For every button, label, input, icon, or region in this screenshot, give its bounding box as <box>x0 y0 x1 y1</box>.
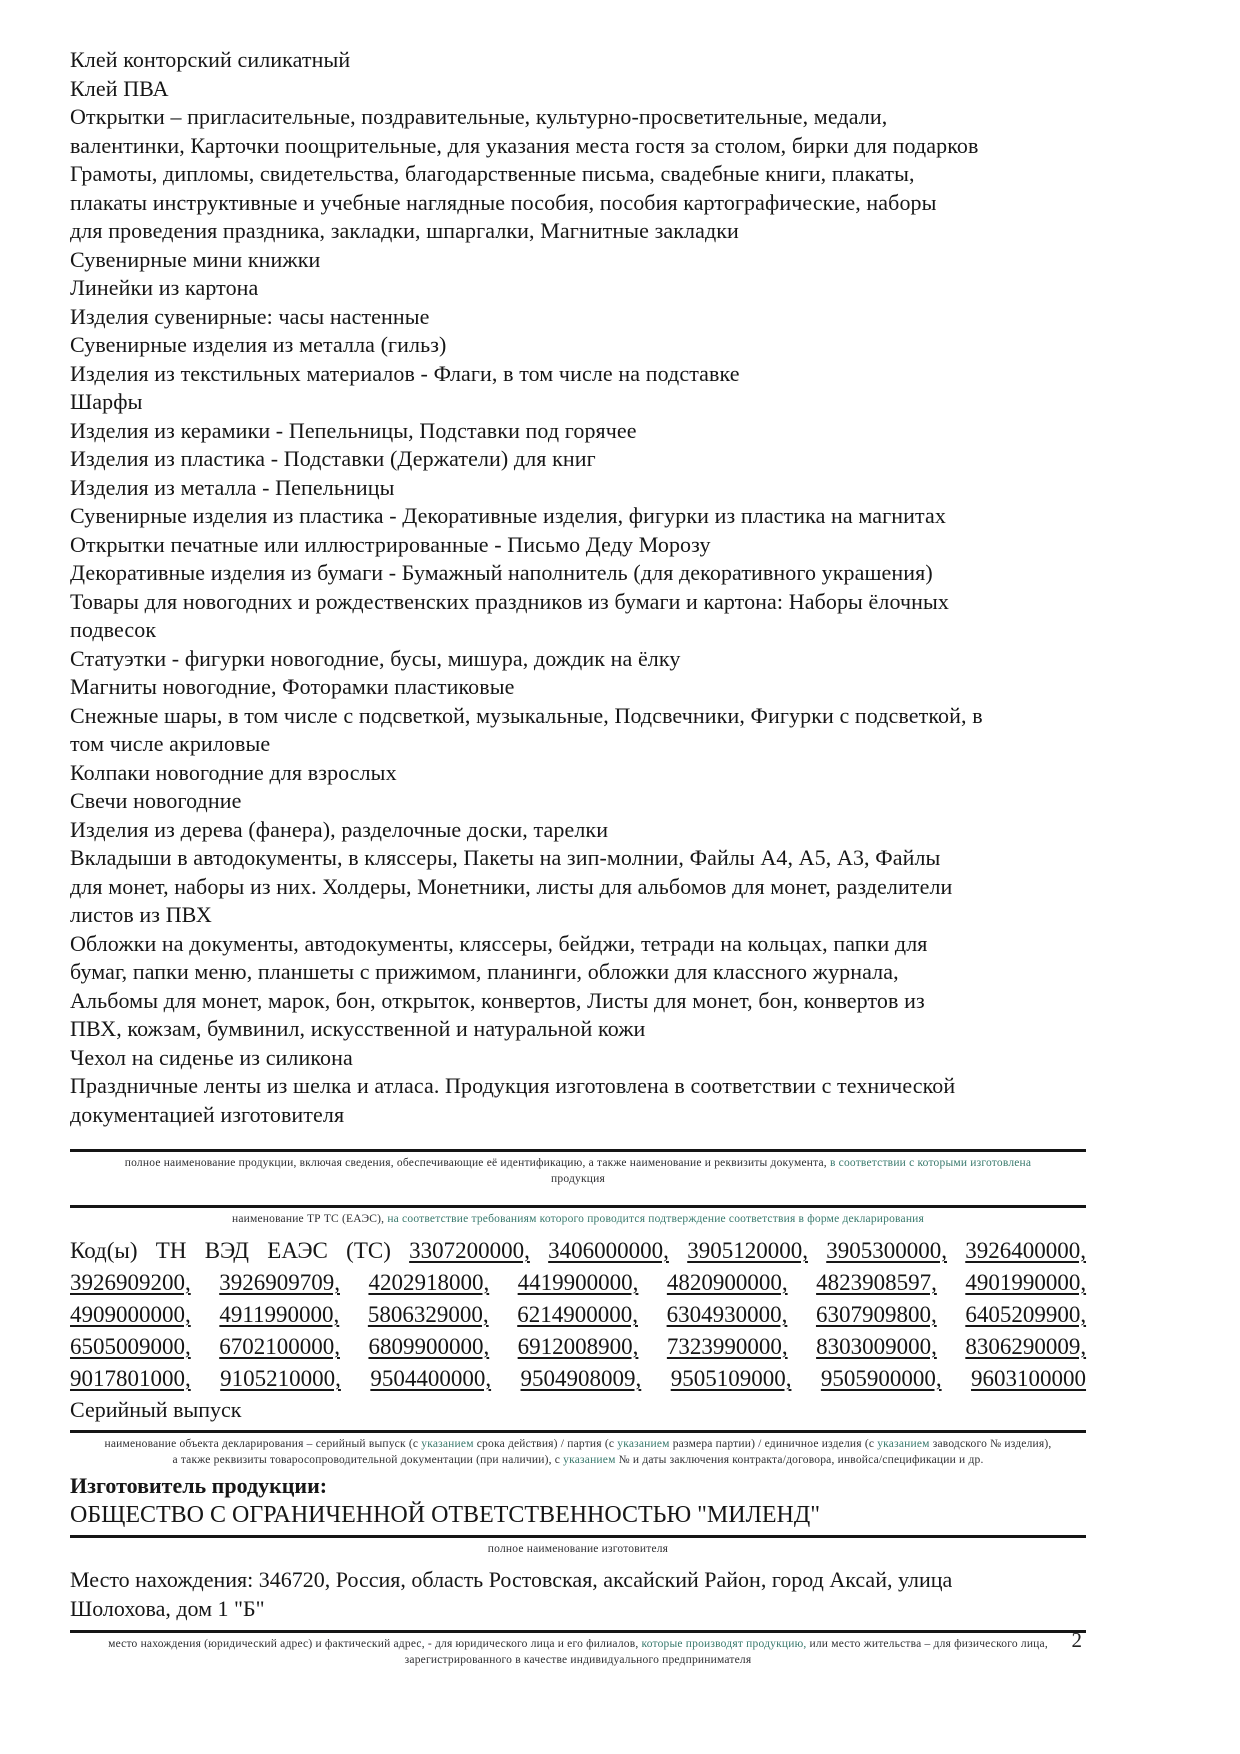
caption-manufacturer: полное наименование изготовителя <box>487 1543 669 1555</box>
text-line: плакаты инструктивные и учебные наглядные пособия, пособия картографические, наборы <box>70 189 937 215</box>
caption-text: № и даты заключения контракта/договора, инвойса/спецификации и др. <box>615 1454 984 1466</box>
text-line: Линейки из картона <box>70 275 259 300</box>
tnved-code: 6214900000, <box>517 1302 638 1327</box>
caption-text: место нахождения (юридический адрес) и фактический адрес, - для юридического лица и его филиалов, <box>108 1638 642 1650</box>
page-number: 2 <box>1071 1628 1082 1652</box>
tnved-code: 6307909800, <box>815 1302 937 1327</box>
caption-declaration-object <box>70 1436 1086 1468</box>
caption-accent-text: указанием <box>563 1454 616 1466</box>
tnved-code: 3905120000, <box>687 1238 808 1263</box>
caption-text: размера партии) / единичное изделия (с <box>669 1438 878 1450</box>
text-line: Клей ПВА <box>70 75 169 101</box>
text-line: Открытки печатные или иллюстрированные - Письмо Деду Морозу <box>70 531 711 557</box>
text-line: Товары для новогодних и рождественских праздников из бумаги и картона: Наборы ёлочных <box>70 588 950 614</box>
tnved-code-line <box>70 1299 1086 1331</box>
divider-declaration-object <box>70 1430 1086 1433</box>
tnved-code: 8303009000, <box>816 1334 937 1359</box>
text-line: Открытки – пригласительные, поздравительные, культурно-просветительные, медали, <box>70 104 888 129</box>
text-line: Сувенирные изделия из пластика - Декоративные изделия, фигурки из пластика на магнитах <box>70 503 946 528</box>
caption-line <box>70 1452 1086 1468</box>
tnved-code: 9017801000, <box>70 1366 191 1391</box>
text-line: Магниты новогодние, Фоторамки пластиковые <box>70 674 515 699</box>
tnved-code: 5806329000, <box>367 1302 489 1327</box>
text-line: том числе акриловые <box>70 731 271 756</box>
tnved-code: 6912008900, <box>517 1334 639 1359</box>
manufacturer-heading: Изготовитель продукции: <box>70 1473 328 1498</box>
caption-text: заводского № изделия), <box>929 1438 1052 1450</box>
text-line: Изделия из металла - Пепельницы <box>70 474 395 500</box>
tnved-code: 9504400000, <box>370 1366 492 1391</box>
text-line: Вкладыши в автодокументы, в кляссеры, Пакеты на зип-молнии, Файлы А4, А5, А3, Файлы <box>70 845 941 870</box>
text-line: Колпаки новогодние для взрослых <box>70 759 397 785</box>
text-line: валентинки, Карточки поощрительные, для указания места гостя за столом, бирки для подарков <box>70 132 979 158</box>
tnved-code: 3307200000, <box>409 1238 530 1263</box>
caption-text: полное наименование продукции, включая сведения, обеспечивающие её идентификацию, а также наименование и реквизиты документа, <box>124 1157 830 1169</box>
divider-address <box>70 1630 1086 1633</box>
tnved-code: 3926909709, <box>219 1270 340 1295</box>
caption-text: срока действия) / партия (с <box>473 1438 618 1450</box>
manufacturer-name: ОБЩЕСТВО С ОГРАНИЧЕННОЙ ОТВЕТСТВЕННОСТЬЮ "МИЛЕНД" <box>70 1502 821 1528</box>
tnved-code-line <box>70 1331 1086 1363</box>
tnved-code: 6405209900, <box>965 1302 1087 1327</box>
tnved-code: 6505009000, <box>70 1334 191 1359</box>
tnved-code: 9505900000, <box>820 1366 942 1391</box>
text-line: Декоративные изделия из бумаги - Бумажный наполнитель (для декоративного украшения) <box>70 560 933 585</box>
caption-text: или место жительства – для физического лица, <box>806 1638 1048 1650</box>
caption-product-name <box>70 1155 1086 1187</box>
text-line: для монет, наборы из них. Холдеры, Монетники, листы для альбомов для монет, разделители <box>70 873 953 899</box>
tnved-codes-label: Код(ы) ТН ВЭД ЕАЭС (ТС) <box>70 1238 410 1263</box>
tnved-code: 3926909200, <box>70 1270 191 1295</box>
caption-text: продукция <box>551 1173 605 1185</box>
text-line: Клей конторский силикатный <box>70 47 351 72</box>
text-line: Свечи новогодние <box>70 788 242 813</box>
text-line: Изделия из пластика - Подставки (Держатели) для книг <box>70 446 596 471</box>
tnved-code: 4901990000, <box>965 1270 1087 1295</box>
serial-release-text: Серийный выпуск <box>70 1397 242 1422</box>
text-line: Альбомы для монет, марок, бон, открыток, конвертов, Листы для монет, бон, конвертов из <box>70 987 925 1013</box>
tnved-code: 9105210000, <box>220 1366 341 1391</box>
text-line: листов из ПВХ <box>70 902 212 927</box>
tnved-code: 4911990000, <box>219 1302 340 1327</box>
tnved-code: 9505109000, <box>670 1366 792 1391</box>
text-line: Снежные шары, в том числе с подсветкой, музыкальные, Подсвечники, Фигурки с подсветкой, в <box>70 702 983 728</box>
text-line: ПВХ, кожзам, бумвинил, искусственной и натуральной кожи <box>70 1016 646 1041</box>
text-line: подвесок <box>70 617 157 642</box>
text-line: Сувенирные изделия из металла (гильз) <box>70 332 447 357</box>
tnved-code: 4909000000, <box>70 1302 191 1327</box>
caption-accent-text: указанием <box>877 1438 930 1450</box>
tnved-code: 3926400000, <box>965 1238 1087 1263</box>
text-line: Чехол на сиденье из силикона <box>70 1044 353 1070</box>
text-line: Изделия из текстильных материалов - Флаги, в том числе на подставке <box>70 360 740 386</box>
caption-line <box>70 1211 1086 1227</box>
caption-text: наименование объекта декларирования – серийный выпуск (с <box>104 1438 422 1450</box>
text-line: Праздничные ленты из шелка и атласа. Продукция изготовлена в соответствии с технической <box>70 1073 956 1098</box>
tnved-code: 6702100000, <box>219 1334 340 1359</box>
text-line: Изделия из керамики - Пепельницы, Подставки под горячее <box>70 417 637 443</box>
caption-line <box>70 1652 1086 1668</box>
caption-tr-ts <box>70 1211 1086 1227</box>
caption-accent-text: которые производят продукцию, <box>641 1638 807 1650</box>
tnved-code: 3406000000, <box>548 1238 669 1263</box>
tnved-code-line <box>70 1267 1086 1299</box>
caption-line <box>70 1155 1086 1171</box>
text-line: Изделия из дерева (фанера), разделочные доски, тарелки <box>70 816 609 842</box>
tnved-code: 8306290009, <box>965 1334 1087 1359</box>
product-description-block <box>70 46 1086 1129</box>
tnved-code: 6304930000, <box>666 1302 788 1327</box>
caption-line <box>70 1436 1086 1452</box>
text-line: Грамоты, дипломы, свидетельства, благодарственные письма, свадебные книги, плакаты, <box>70 161 915 186</box>
text-line: для проведения праздника, закладки, шпаргалки, Магнитные закладки <box>70 218 739 243</box>
tnved-code: 6809900000, <box>368 1334 490 1359</box>
divider-manufacturer <box>70 1535 1086 1538</box>
caption-line <box>70 1636 1086 1652</box>
manufacturer-address <box>70 1565 1086 1623</box>
text-line: Обложки на документы, автодокументы, кляссеры, бейджи, тетради на кольцах, папки для <box>70 930 928 956</box>
tnved-code-line <box>70 1363 1086 1395</box>
text-line: Место нахождения: 346720, Россия, область Ростовская, аксайский Район, город Аксай, улица <box>70 1567 953 1592</box>
caption-text: зарегистрированного в качестве индивидуального предпринимателя <box>404 1654 752 1666</box>
text-line: бумаг, папки меню, планшеты с прижимом, планинги, обложки для классного журнала, <box>70 959 899 984</box>
tnved-code: 3905300000, <box>826 1238 947 1263</box>
caption-address <box>70 1636 1086 1668</box>
tnved-code: 9603100000 <box>971 1366 1087 1391</box>
tnved-code: 4823908597, <box>816 1270 937 1295</box>
tnved-code: 4820900000, <box>666 1270 788 1295</box>
tnved-code: 7323990000, <box>666 1334 788 1359</box>
tnved-codes-block <box>70 1235 1086 1395</box>
tnved-code: 9504908009, <box>520 1366 642 1391</box>
caption-accent-text: в соответствии с которыми изготовлена <box>829 1157 1032 1169</box>
tnved-code: 4419900000, <box>517 1270 639 1295</box>
divider-product <box>70 1149 1086 1152</box>
divider-tr-ts <box>70 1205 1086 1208</box>
text-line: Изделия сувенирные: часы настенные <box>70 303 430 329</box>
caption-text: а также реквизиты товаросопроводительной документации (при наличии), с <box>172 1454 564 1466</box>
tnved-code-line <box>70 1235 1086 1267</box>
text-line: Статуэтки - фигурки новогодние, бусы, мишура, дождик на ёлку <box>70 645 681 671</box>
page-content <box>70 46 1086 1668</box>
caption-text: наименование ТР ТС (ЕАЭС), <box>231 1213 388 1225</box>
tnved-code: 4202918000, <box>368 1270 490 1295</box>
caption-accent-text: указанием <box>617 1438 670 1450</box>
text-line: Шарфы <box>70 389 143 414</box>
caption-line <box>70 1171 1086 1187</box>
text-line: Шолохова, дом 1 "Б" <box>70 1596 265 1621</box>
caption-accent-text: указанием <box>421 1438 474 1450</box>
text-line: Сувенирные мини книжки <box>70 246 321 272</box>
text-line: документацией изготовителя <box>70 1101 345 1127</box>
caption-accent-text: на соответствие требованиям которого проводится подтверждение соответствия в форме декларирования <box>387 1213 925 1225</box>
